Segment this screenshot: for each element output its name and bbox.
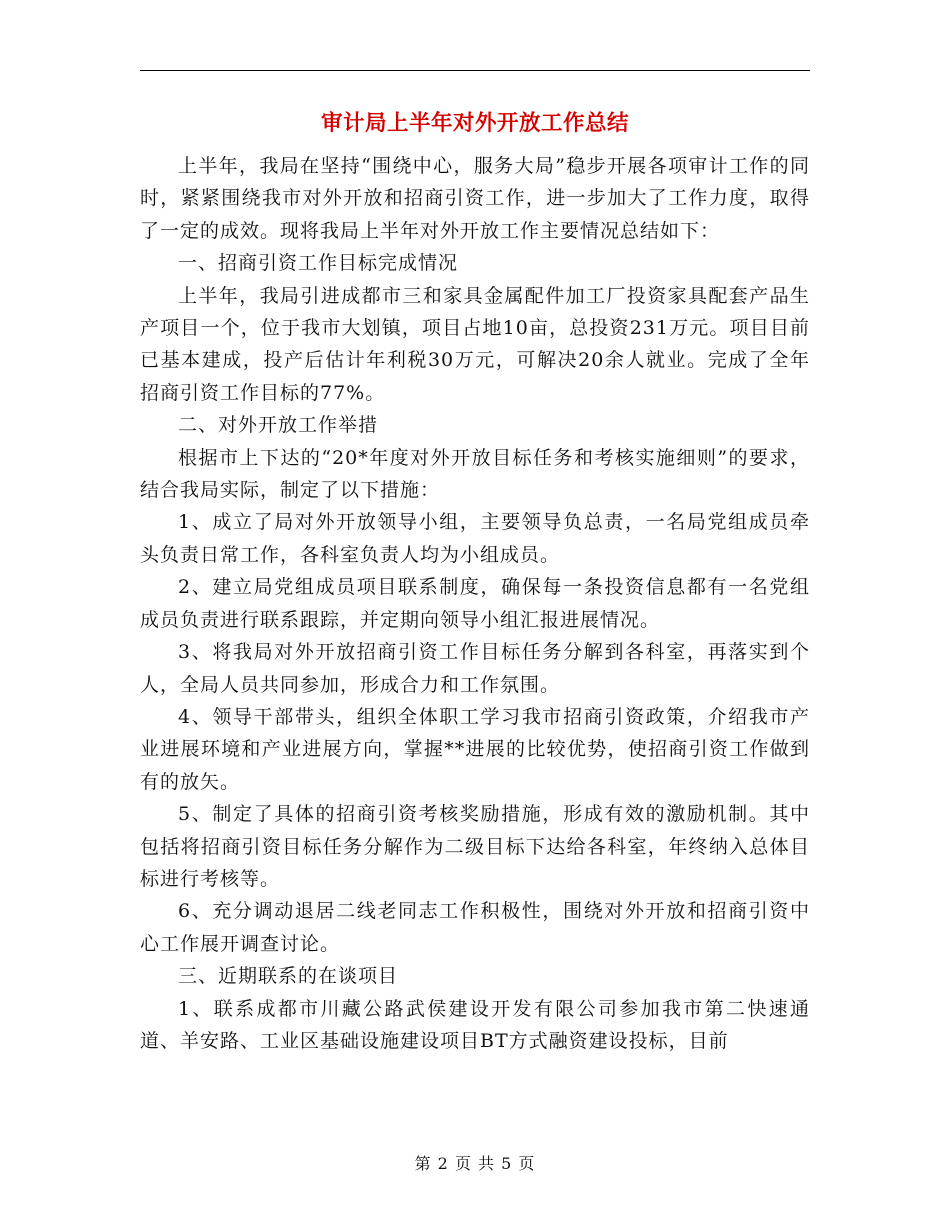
section-heading-3: 三、近期联系的在谈项目 xyxy=(178,965,399,988)
list-item-2: 2、建立局党组成员项目联系制度，确保每一条投资信息都有一名党组成员负责进行联系跟踪，并定期向领导小组汇报进展情况。 xyxy=(140,576,810,631)
paragraph-section-1: 上半年，我局引进成都市三和家具金属配件加工厂投资家具配套产品生产项目一个，位于我市大划镇，项目占地10亩，总投资231万元。项目目前已基本建成，投产后估计年利税30万元，可解决20余人就业。完成了全年招商引资工作目标的77%。 xyxy=(140,284,810,404)
list-item-5: 5、制定了具体的招商引资考核奖励措施，形成有效的激励机制。其中包括将招商引资目标任务分解作为二级目标下达给各科室，年终纳入总体目标进行考核等。 xyxy=(140,803,810,890)
list-item-6: 6、充分调动退居二线老同志工作积极性，围绕对外开放和招商引资中心工作展开调查讨论。 xyxy=(140,900,810,955)
paragraph-intro: 上半年，我局在坚持“围绕中心，服务大局”稳步开展各项审计工作的同时，紧紧围绕我市对外开放和招商引资工作，进一步加大了工作力度，取得了一定的成效。现将我局上半年对外开放工作主要情况总结如下： xyxy=(140,155,810,242)
document-body xyxy=(140,150,810,1057)
project-item-1: 1、联系成都市川藏公路武侯建设开发有限公司参加我市第二快速通道、羊安路、工业区基础设施建设项目BT方式融资建设投标，目前 xyxy=(140,997,810,1052)
paragraph-section-2: 根据市上下达的“20*年度对外开放目标任务和考核实施细则”的要求，结合我局实际，制定了以下措施： xyxy=(140,446,810,502)
header-rule xyxy=(140,70,810,71)
list-item-4: 4、领导干部带头，组织全体职工学习我市招商引资政策，介绍我市产业进展环境和产业进展方向，掌握**进展的比较优势，使招商引资工作做到有的放矢。 xyxy=(140,705,810,793)
section-heading-2: 二、对外开放工作举措 xyxy=(178,414,379,437)
page-number: 第 2 页 共 5 页 xyxy=(414,1154,536,1173)
list-item-3: 3、将我局对外开放招商引资工作目标任务分解到各科室，再落实到个人，全局人员共同参加，形成合力和工作氛围。 xyxy=(140,641,810,696)
list-item-1: 1、成立了局对外开放领导小组，主要领导负总责，一名局党组成员牵头负责日常工作，各科室负责人均为小组成员。 xyxy=(140,511,810,566)
section-heading-1: 一、招商引资工作目标完成情况 xyxy=(178,252,459,275)
document-title: 审计局上半年对外开放工作总结 xyxy=(320,111,629,136)
